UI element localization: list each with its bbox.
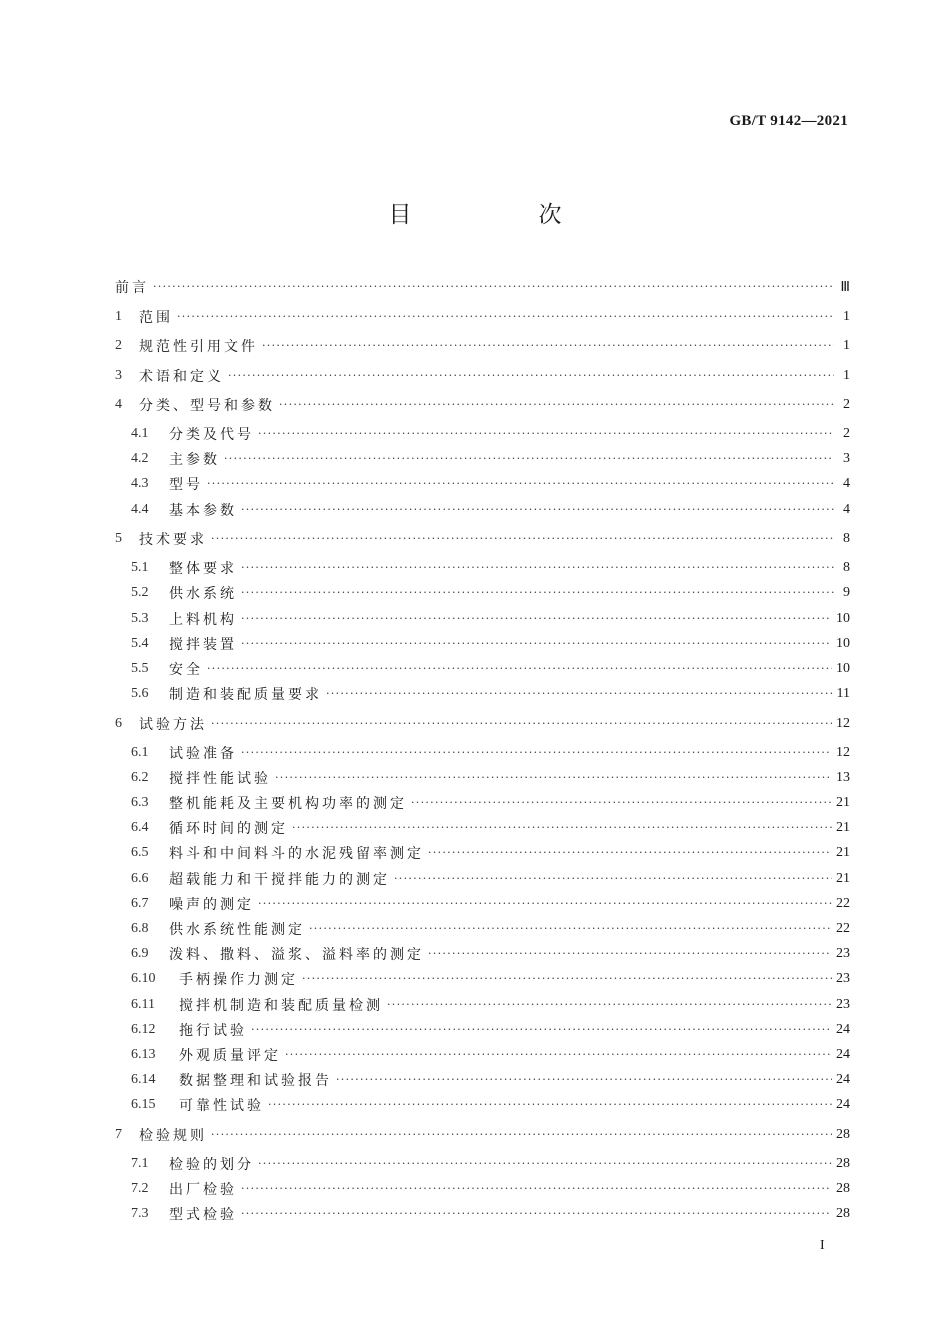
toc-entry-number: 5.5	[131, 660, 149, 676]
toc-entry-page: 24	[836, 1021, 850, 1037]
toc-entry-label: 上料机构	[169, 611, 237, 628]
toc-leader-dots	[326, 683, 833, 705]
toc-entry-number: 1	[115, 308, 122, 324]
toc-leader-dots	[241, 1178, 832, 1200]
toc-entry-number: 5	[115, 531, 122, 547]
toc-entry[interactable]	[115, 817, 850, 839]
toc-entry-number: 5.2	[131, 585, 149, 601]
toc-leader-dots	[258, 1153, 832, 1175]
toc-entry-page: 13	[836, 769, 850, 785]
toc-entry-number: 7.1	[131, 1155, 149, 1171]
toc-entry-label: 型号	[169, 477, 203, 494]
toc-entry[interactable]	[115, 792, 850, 814]
toc-entry-page: 28	[836, 1155, 850, 1171]
toc-entry[interactable]	[115, 608, 850, 630]
toc-leader-dots	[224, 448, 834, 470]
toc-entry-number: 5.1	[131, 560, 149, 576]
toc-entry-label: 型式检验	[169, 1207, 237, 1224]
toc-entry[interactable]	[115, 1153, 850, 1175]
toc-entry[interactable]	[115, 1203, 850, 1225]
toc-entry[interactable]	[115, 994, 850, 1016]
toc-entry-page: 24	[836, 1072, 850, 1088]
toc-entry-label: 分类、型号和参数	[139, 398, 275, 414]
toc-entry-label: 整机能耗及主要机构功率的测定	[169, 796, 407, 812]
toc-leader-dots	[211, 528, 834, 550]
toc-entry-label: 检验规则	[139, 1127, 207, 1144]
toc-entry[interactable]	[115, 1044, 850, 1066]
toc-entry-number: 7.3	[131, 1206, 149, 1222]
toc-leader-dots	[241, 499, 834, 521]
toc-entry-number: 7	[115, 1126, 122, 1142]
toc-entry-number: 6.4	[131, 820, 149, 836]
toc-entry-label: 规范性引用文件	[139, 339, 258, 355]
toc-entry[interactable]	[115, 423, 850, 445]
toc-leader-dots	[309, 918, 832, 940]
toc-entry-label: 安全	[169, 661, 203, 678]
toc-leader-dots	[428, 943, 832, 965]
toc-entry[interactable]	[115, 306, 850, 328]
toc-entry[interactable]	[115, 868, 850, 890]
toc-entry-label: 术语和定义	[139, 368, 224, 385]
toc-entry-page: 21	[836, 845, 850, 861]
toc-entry[interactable]	[115, 842, 850, 864]
toc-entry[interactable]	[115, 499, 850, 521]
toc-entry-page: 10	[836, 635, 850, 651]
toc-entry-page: 8	[843, 560, 850, 576]
toc-leader-dots	[241, 608, 832, 630]
footer-page-number: I	[820, 1238, 825, 1253]
toc-entry-page: 1	[843, 308, 850, 324]
toc-entry-page: Ⅲ	[840, 279, 850, 295]
toc-entry[interactable]	[115, 968, 850, 990]
toc-leader-dots	[241, 582, 834, 604]
toc-entry-number: 3	[115, 367, 122, 383]
toc-entry[interactable]	[115, 658, 850, 680]
toc-entry-number: 6.15	[131, 1097, 156, 1113]
toc-entry[interactable]	[115, 448, 850, 470]
toc-entry-number: 4.4	[131, 501, 149, 517]
toc-entry-number: 2	[115, 338, 122, 353]
toc-entry-number: 4.2	[131, 451, 149, 467]
toc-entry-number: 6.6	[131, 870, 149, 886]
toc-entry[interactable]	[115, 1019, 850, 1041]
toc-leader-dots	[262, 335, 834, 357]
toc-entry-number: 4	[115, 397, 122, 412]
toc-leader-dots	[258, 893, 832, 915]
toc-entry-page: 2	[843, 397, 850, 412]
toc-entry-page: 22	[836, 895, 850, 911]
toc-entry[interactable]	[115, 943, 850, 965]
toc-entry-number: 6.13	[131, 1047, 156, 1062]
toc-entry-number: 6.5	[131, 845, 149, 861]
toc-entry-label: 搅拌性能试验	[169, 770, 271, 787]
toc-entry-page: 28	[836, 1181, 850, 1197]
toc-entry[interactable]	[115, 394, 850, 416]
toc-entry-page: 21	[836, 820, 850, 836]
toc-entry-label: 基本参数	[169, 502, 237, 519]
toc-entry-label: 试验方法	[139, 716, 207, 733]
toc-entry-page: 3	[843, 451, 850, 467]
toc-entry-number: 6.8	[131, 921, 149, 936]
toc-leader-dots	[292, 817, 832, 839]
toc-entry-number: 6.11	[131, 996, 155, 1012]
toc-entry[interactable]	[115, 742, 850, 764]
toc-entry-number: 6.10	[131, 971, 156, 987]
toc-entry-page: 4	[843, 476, 850, 492]
toc-entry-page: 2	[843, 426, 850, 441]
toc-leader-dots	[258, 423, 834, 445]
toc-entry-page: 8	[843, 531, 850, 547]
standard-code: GB/T 9142—2021	[729, 113, 848, 129]
toc-leader-dots	[207, 473, 834, 495]
toc-entry-label: 主参数	[169, 452, 220, 469]
toc-leader-dots	[211, 1124, 832, 1146]
toc-entry-page: 24	[836, 1047, 850, 1062]
toc-leader-dots	[153, 276, 834, 298]
toc-entry-number: 4.3	[131, 476, 149, 492]
toc-entry-page: 21	[836, 795, 850, 810]
toc-leader-dots	[394, 868, 832, 890]
toc-entry-number: 6.1	[131, 744, 149, 760]
toc-entry-page: 12	[836, 744, 850, 760]
toc-entry-label: 可靠性试验	[179, 1098, 264, 1115]
toc-leader-dots	[268, 1094, 832, 1116]
toc-entry[interactable]	[115, 335, 850, 357]
toc-leader-dots	[228, 365, 834, 387]
toc-entry[interactable]	[115, 767, 850, 789]
toc-entry-page: 28	[836, 1206, 850, 1222]
toc-entry[interactable]	[115, 473, 850, 495]
toc-entry-label: 制造和装配质量要求	[169, 687, 322, 704]
toc-entry-label: 出厂检验	[169, 1182, 237, 1199]
toc-entry-page: 9	[843, 585, 850, 601]
toc-leader-dots	[241, 633, 832, 655]
toc-entry-page: 21	[836, 870, 850, 886]
toc-entry-label: 供水系统性能测定	[169, 922, 305, 938]
toc-leader-dots	[285, 1044, 832, 1066]
toc-entry-number: 5.4	[131, 635, 149, 651]
toc-leader-dots	[275, 767, 832, 789]
toc-entry[interactable]	[115, 893, 850, 915]
toc-entry[interactable]	[115, 582, 850, 604]
toc-entry-number: 5.6	[131, 686, 149, 702]
toc-entry-page: 28	[836, 1126, 850, 1142]
toc-leader-dots	[241, 742, 832, 764]
toc-entry-page: 1	[843, 367, 850, 383]
toc-entry[interactable]	[115, 1124, 850, 1146]
toc-leader-dots	[336, 1069, 832, 1091]
toc-entry-number: 7.2	[131, 1181, 149, 1197]
toc-leader-dots	[411, 792, 832, 814]
toc-entry-page: 11	[836, 686, 850, 702]
toc-entry-label: 搅拌机制造和装配质量检测	[179, 997, 383, 1014]
toc-leader-dots	[428, 842, 832, 864]
toc-leader-dots	[211, 713, 832, 735]
toc-entry-label: 料斗和中间料斗的水泥残留率测定	[169, 846, 424, 863]
toc-entry-label: 循环时间的测定	[169, 821, 288, 838]
toc-entry[interactable]	[115, 557, 850, 579]
toc-entry-page: 23	[836, 946, 850, 962]
toc-entry[interactable]	[115, 918, 850, 940]
toc-entry-number: 6.14	[131, 1072, 156, 1088]
toc-entry-number: 6.12	[131, 1021, 156, 1037]
toc-entry-page: 1	[843, 338, 850, 353]
toc-entry[interactable]	[115, 713, 850, 735]
toc-entry[interactable]	[115, 1069, 850, 1091]
toc-entry-page: 4	[843, 501, 850, 517]
toc-entry-label: 试验准备	[169, 745, 237, 762]
toc-entry-page: 23	[836, 971, 850, 987]
toc-entry-label: 前言	[115, 280, 149, 296]
toc-entry-number: 6.7	[131, 895, 149, 911]
toc-entry[interactable]	[115, 365, 850, 387]
toc-leader-dots	[387, 994, 832, 1016]
toc-entry-label: 拖行试验	[179, 1022, 247, 1039]
toc-entry-page: 10	[836, 660, 850, 676]
toc-entry-label: 整体要求	[169, 561, 237, 578]
page-title: 目 次	[388, 202, 614, 228]
toc-leader-dots	[207, 658, 832, 680]
toc-leader-dots	[177, 306, 834, 328]
toc-entry-page: 22	[836, 921, 850, 936]
toc-entry-label: 搅拌装置	[169, 636, 237, 653]
toc-entry-number: 6.2	[131, 769, 149, 785]
toc-entry-number: 6.9	[131, 946, 149, 962]
toc-entry[interactable]	[115, 1178, 850, 1200]
toc-entry-page: 10	[836, 610, 850, 626]
toc-entry[interactable]	[115, 276, 850, 298]
toc-entry[interactable]	[115, 528, 850, 550]
toc-leader-dots	[241, 1203, 832, 1225]
toc-entry-page: 23	[836, 996, 850, 1012]
toc-entry-label: 供水系统	[169, 586, 237, 603]
toc-leader-dots	[251, 1019, 832, 1041]
toc-entry[interactable]	[115, 1094, 850, 1116]
toc-entry-label: 泼料、撒料、溢浆、溢料率的测定	[169, 947, 424, 964]
toc-entry-number: 5.3	[131, 610, 149, 626]
toc-leader-dots	[302, 968, 832, 990]
toc-entry-label: 分类及代号	[169, 427, 254, 443]
toc-entry-label: 手柄操作力测定	[179, 972, 298, 989]
toc-entry-label: 超载能力和干搅拌能力的测定	[169, 871, 390, 888]
toc-entry-number: 6	[115, 715, 122, 731]
toc-entry[interactable]	[115, 683, 850, 705]
toc-entry-page: 24	[836, 1097, 850, 1113]
toc-entry-number: 6.3	[131, 795, 149, 810]
toc-entry-label: 范围	[139, 309, 173, 326]
toc-entry-label: 噪声的测定	[169, 896, 254, 913]
toc-entry-label: 数据整理和试验报告	[179, 1073, 332, 1090]
toc-entry-number: 4.1	[131, 426, 149, 441]
toc-entry-label: 检验的划分	[169, 1156, 254, 1173]
toc-entry-label: 外观质量评定	[179, 1048, 281, 1064]
toc-leader-dots	[241, 557, 834, 579]
toc-entry[interactable]	[115, 633, 850, 655]
toc-leader-dots	[279, 394, 834, 416]
toc-entry-page: 12	[836, 715, 850, 731]
toc-entry-label: 技术要求	[139, 532, 207, 549]
